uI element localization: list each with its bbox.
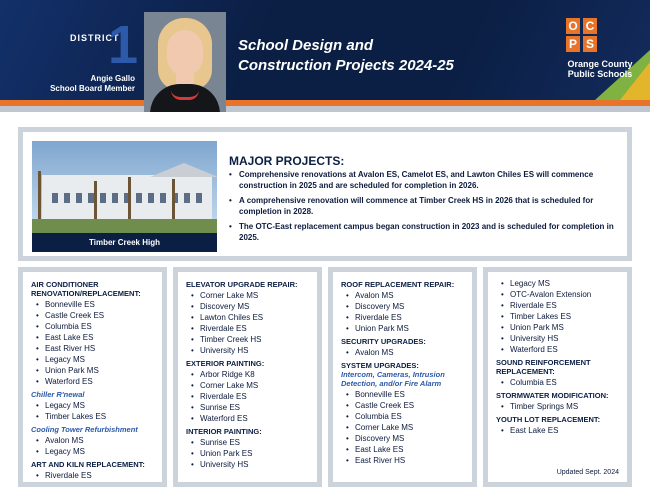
security-list	[341, 347, 464, 358]
cooling-tower-list	[31, 435, 154, 457]
roof-list	[341, 290, 464, 334]
major-projects-panel	[18, 127, 632, 261]
list-item: • Sunrise ES	[186, 402, 309, 413]
logo-text-line1: Orange County	[567, 59, 633, 69]
logo-letter-s: S	[583, 36, 597, 52]
major-projects-list	[229, 169, 624, 247]
list-item: • Timber Lakes ES	[496, 311, 619, 322]
list-item: • Waterford ES	[186, 413, 309, 424]
elevator-list	[186, 290, 309, 356]
sound-list	[496, 377, 619, 388]
member-name: Angie Gallo	[90, 74, 135, 83]
youth-lot-list	[496, 425, 619, 436]
section-title-sound: SOUND REINFORCEMENT REPLACEMENT:	[496, 358, 591, 376]
list-item: • Legacy MS	[31, 354, 154, 365]
column-elevator-painting	[173, 267, 322, 487]
major-projects-title: MAJOR PROJECTS:	[229, 154, 345, 168]
section-title-exterior-painting: EXTERIOR PAINTING:	[186, 359, 265, 368]
list-item: • Union Park MS	[341, 323, 464, 334]
section-title-security: SECURITY UPGRADES:	[341, 337, 426, 346]
list-item: • Riverdale ES	[31, 470, 154, 481]
list-item: • Riverdale ES	[186, 391, 309, 402]
stormwater-list	[496, 401, 619, 412]
list-item: • University HS	[496, 333, 619, 344]
section-title-art-kiln: ART AND KILN REPLACEMENT:	[31, 460, 145, 469]
list-item: • Columbia ES	[496, 377, 619, 388]
art-kiln-list	[31, 470, 154, 481]
list-item: • East River HS	[31, 343, 154, 354]
section-title-system-upgrades: SYSTEM UPGRADES:	[341, 361, 419, 370]
list-item: • The OTC-East replacement campus began construction in 2023 and is scheduled for completion in 2025.	[229, 221, 624, 243]
logo-text	[561, 59, 639, 79]
list-item: • Timber Springs MS	[496, 401, 619, 412]
list-item: • Discovery MS	[341, 433, 464, 444]
list-item: • Avalon MS	[31, 435, 154, 446]
list-item: • University HS	[186, 459, 309, 470]
list-item: • University HS	[186, 345, 309, 356]
list-item: • Castle Creek ES	[31, 310, 154, 321]
list-item: • Waterford ES	[31, 376, 154, 387]
list-item: • East Lake ES	[496, 425, 619, 436]
list-item: • Corner Lake MS	[186, 380, 309, 391]
logo-letter-c: C	[583, 18, 597, 34]
list-item: • Bonneville ES	[31, 299, 154, 310]
logo-letter-p: P	[566, 36, 580, 52]
list-item: • Columbia ES	[341, 411, 464, 422]
column-sound-storm-youth	[483, 267, 632, 487]
list-item: • Comprehensive renovations at Avalon ES, Camelot ES, and Lawton Chiles ES will commence construction in 2025 and are scheduled for completion in 2026.	[229, 169, 624, 191]
subsection-title-cooling-tower: Cooling Tower Refurbishment	[31, 425, 138, 434]
list-item: • Corner Lake MS	[341, 422, 464, 433]
list-item: • Columbia ES	[31, 321, 154, 332]
list-item: • Discovery MS	[341, 301, 464, 312]
district-number: 1	[108, 15, 139, 75]
district-label: DISTRICT	[70, 33, 120, 43]
list-item: • Union Park ES	[186, 448, 309, 459]
header-stripe-gray	[0, 106, 650, 112]
column-roof-security-systems	[328, 267, 477, 487]
section-title-stormwater: STORMWATER MODIFICATION:	[496, 391, 609, 400]
list-item: • Riverdale ES	[341, 312, 464, 323]
chiller-list	[31, 400, 154, 422]
list-item: • Legacy MS	[31, 446, 154, 457]
system-upgrades-list	[341, 389, 464, 466]
system-upgrades-continued-list	[496, 278, 619, 355]
list-item: • East Lake ES	[31, 332, 154, 343]
list-item: • Avalon MS	[341, 347, 464, 358]
list-item: • Union Park MS	[496, 322, 619, 333]
page-title	[238, 36, 454, 76]
member-role: School Board Member	[50, 84, 135, 93]
list-item: • Avalon MS	[341, 290, 464, 301]
list-item: • Arbor Ridge K8	[186, 369, 309, 380]
list-item: • East River HS	[341, 455, 464, 466]
list-item: • Legacy MS	[496, 278, 619, 289]
section-title-youth-lot: YOUTH LOT REPLACEMENT:	[496, 415, 601, 424]
header-banner	[0, 0, 650, 112]
list-item: • Riverdale ES	[186, 323, 309, 334]
list-item: • East Lake ES	[341, 444, 464, 455]
list-item: • OTC-Avalon Extension	[496, 289, 619, 300]
column-hvac	[18, 267, 167, 487]
exterior-painting-list	[186, 369, 309, 424]
updated-date: Updated Sept. 2024	[556, 469, 619, 476]
page-title-line1: School Design and	[238, 37, 374, 54]
list-item: • Timber Lakes ES	[31, 411, 154, 422]
list-item: • Timber Creek HS	[186, 334, 309, 345]
logo-letter-o: O	[566, 18, 580, 34]
system-upgrades-subtitle: Intercom, Cameras, Intrusion Detection, and/or Fire Alarm	[341, 370, 445, 388]
list-item: • Lawton Chiles ES	[186, 312, 309, 323]
section-title-elevator: ELEVATOR UPGRADE REPAIR:	[186, 280, 298, 289]
list-item: • Legacy MS	[31, 400, 154, 411]
page-title-line2: Construction Projects 2024-25	[238, 57, 454, 74]
photo-caption: Timber Creek High	[32, 233, 217, 252]
list-item: • Union Park MS	[31, 365, 154, 376]
subsection-title-chiller: Chiller R'newal	[31, 390, 85, 399]
section-title-ac: AIR CONDITIONER RENOVATION/REPLACEMENT:	[31, 280, 141, 298]
list-item: • Bonneville ES	[341, 389, 464, 400]
list-item: • Waterford ES	[496, 344, 619, 355]
member-portrait	[144, 12, 226, 112]
list-item: • Corner Lake MS	[186, 290, 309, 301]
list-item: • Discovery MS	[186, 301, 309, 312]
list-item: • Castle Creek ES	[341, 400, 464, 411]
interior-painting-list	[186, 437, 309, 470]
list-item: • Sunrise ES	[186, 437, 309, 448]
list-item: • A comprehensive renovation will commence at Timber Creek HS in 2026 that is scheduled for completion in 2028.	[229, 195, 624, 217]
section-title-roof: ROOF REPLACEMENT REPAIR:	[341, 280, 455, 289]
list-item: • Riverdale ES	[496, 300, 619, 311]
section-title-interior-painting: INTERIOR PAINTING:	[186, 427, 262, 436]
school-photo	[32, 141, 217, 252]
ac-list	[31, 299, 154, 387]
logo-text-line2: Public Schools	[567, 69, 633, 79]
